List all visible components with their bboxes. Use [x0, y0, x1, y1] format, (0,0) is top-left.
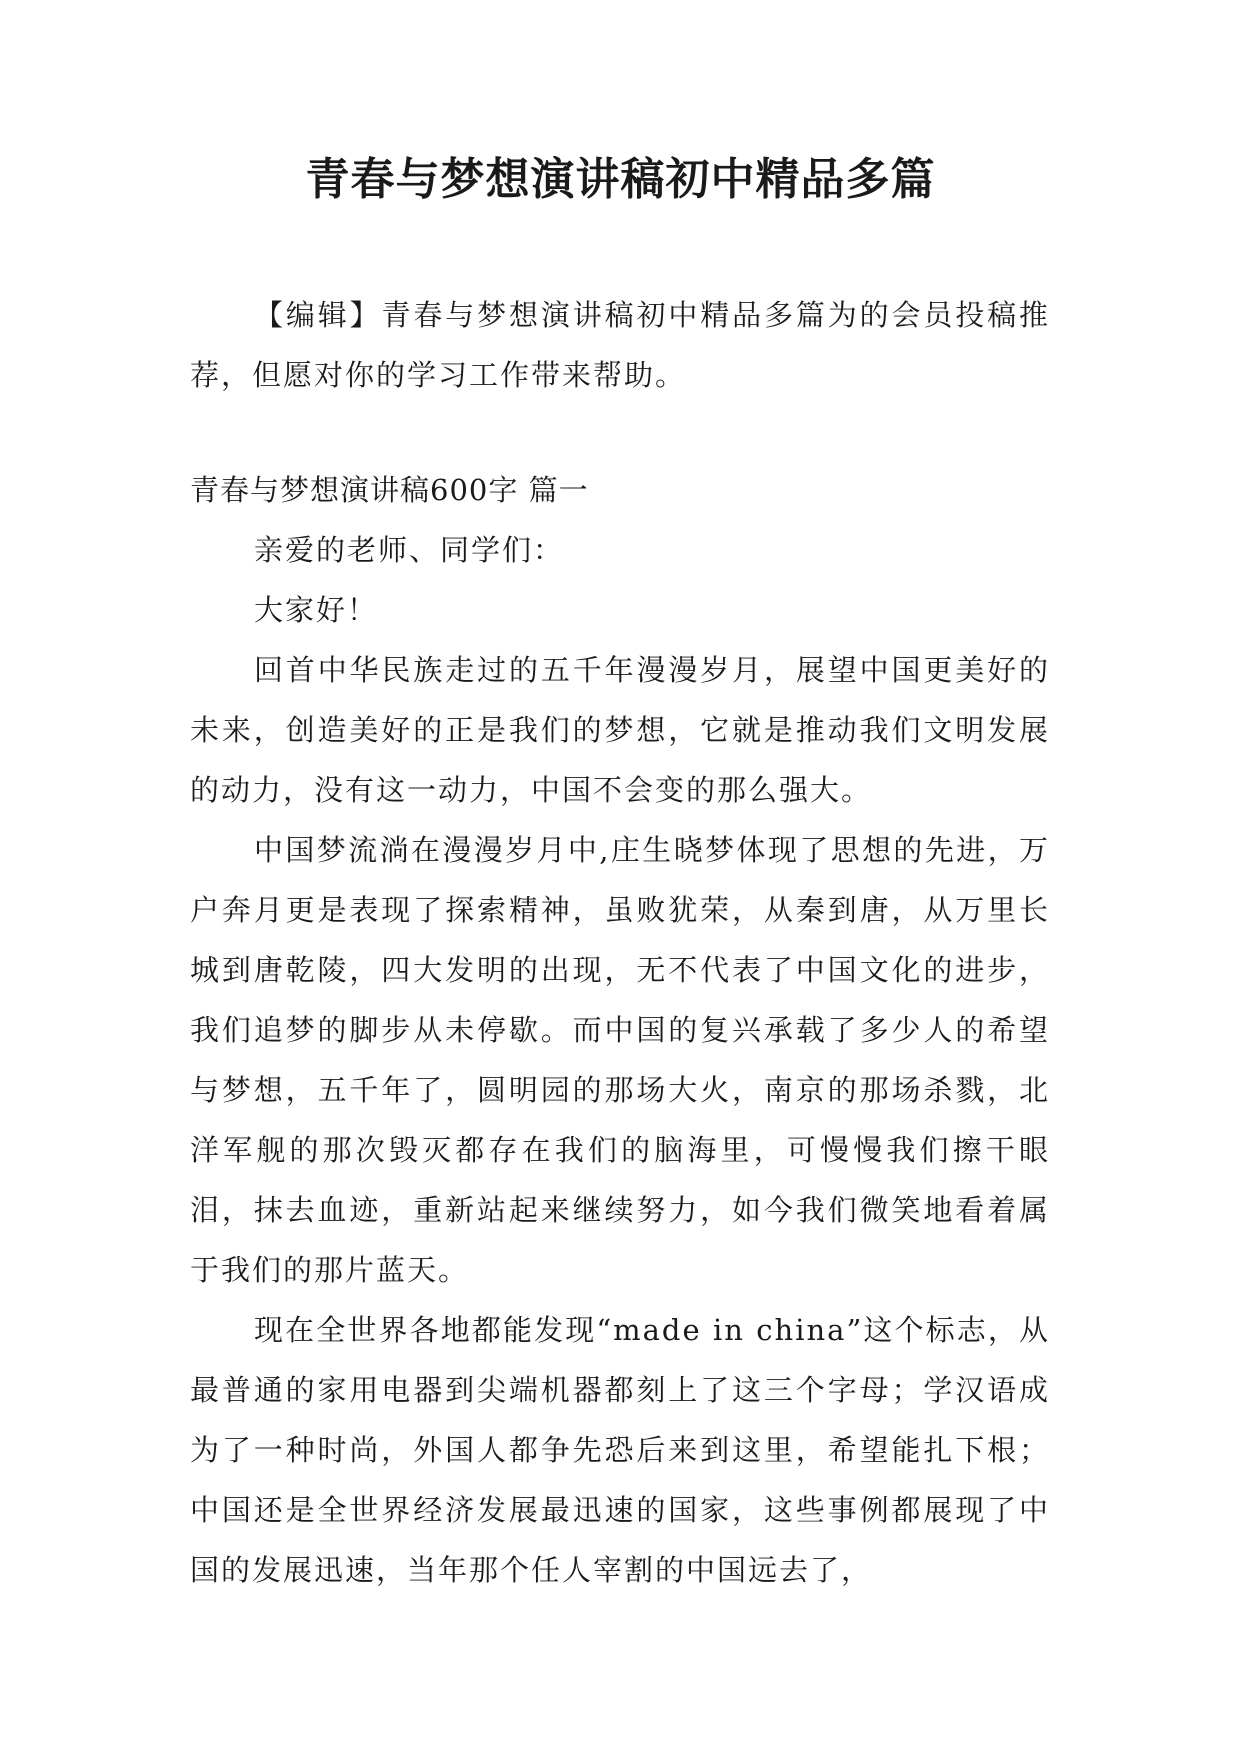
salutation: 亲爱的老师、同学们： [254, 533, 565, 567]
intro-paragraph: 【编辑】青春与梦想演讲稿初中精品多篇为的会员投稿推荐，但愿对你的学习工作带来帮助。 [190, 298, 1050, 392]
greeting: 大家好！ [254, 593, 379, 627]
document-title: 青春与梦想演讲稿初中精品多篇 [305, 154, 936, 205]
body-paragraph: 回首中华民族走过的五千年漫漫岁月，展望中国更美好的未来，创造美好的正是我们的梦想，它就是推动我们文明发展的动力，没有这一动力，中国不会变的那么强大。 [190, 653, 1050, 807]
speech-body [190, 520, 1050, 1600]
section-heading: 青春与梦想演讲稿600字 篇一 [190, 473, 589, 507]
body-paragraph: 中国梦流淌在漫漫岁月中,庄生晓梦体现了思想的先进，万户奔月更是表现了探索精神，虽败犹荣，从秦到唐，从万里长城到唐乾陵，四大发明的出现，无不代表了中国文化的进步，我们追梦的脚步从未停歇。而中国的复兴承载了多少人的希望与梦想，五千年了，圆明园的那场大火，南京的那场杀戮，北洋军舰的那次毁灭都存在我们的脑海里，可慢慢我们擦干眼泪，抹去血迹，重新站起来继续努力，如今我们微笑地看着属于我们的那片蓝天。 [190, 833, 1050, 1287]
body-paragraph: 现在全世界各地都能发现“made in china”这个标志，从最普通的家用电器到尖端机器都刻上了这三个字母；学汉语成为了一种时尚，外国人都争先恐后来到这里，希望能扎下根；中国还是全世界经济发展最迅速的国家，这些事例都展现了中国的发展迅速，当年那个任人宰割的中国远去了， [190, 1313, 1050, 1587]
